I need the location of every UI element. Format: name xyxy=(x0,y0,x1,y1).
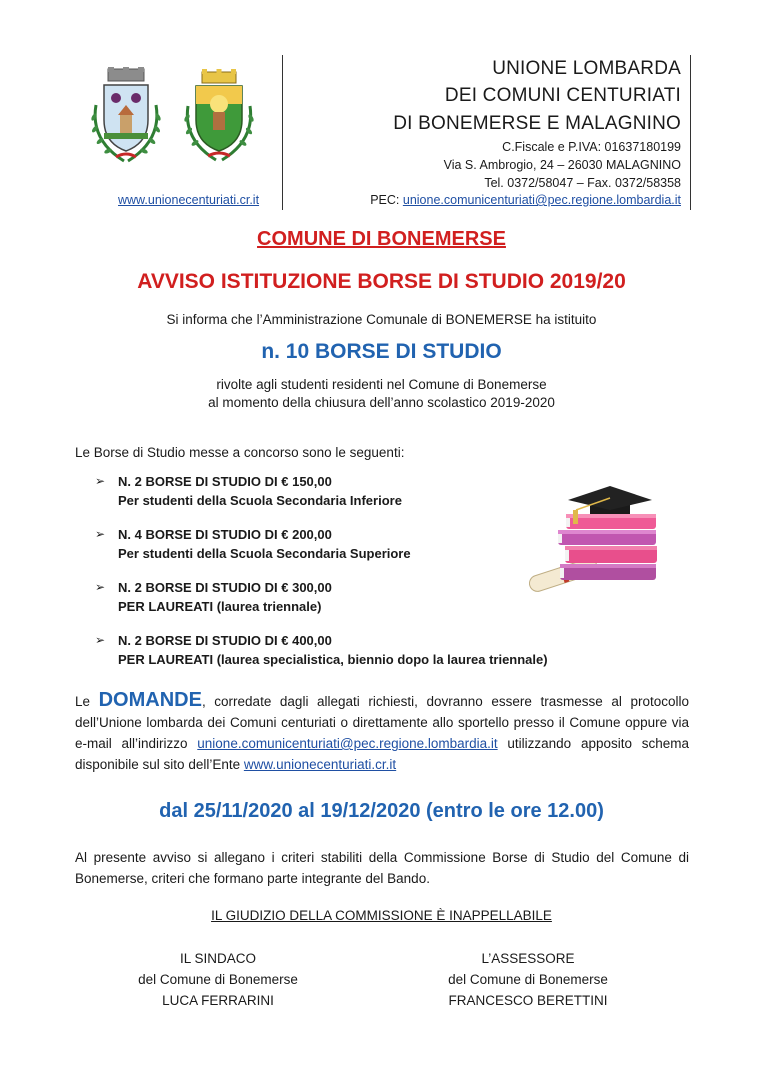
bonemerse-coat-of-arms-icon xyxy=(86,65,166,165)
borse-title: n. 10 BORSE DI STUDIO xyxy=(261,340,502,363)
domande-paragraph xyxy=(75,690,689,775)
signature-sindaco xyxy=(108,948,328,1011)
comune-title: COMUNE DI BONEMERSE xyxy=(257,228,506,250)
fiscal-code: C.Fiscale e P.IVA: 01637180199 xyxy=(502,140,681,154)
domande-prefix: Le xyxy=(75,694,99,709)
scholarship-amount: N. 2 BORSE DI STUDIO DI € 150,00 xyxy=(118,474,332,489)
website-link[interactable]: www.unionecenturiati.cr.it xyxy=(118,193,260,207)
signature-of: del Comune di Bonemerse xyxy=(448,972,608,987)
pec-label: PEC: xyxy=(370,193,403,207)
signature-role: IL SINDACO xyxy=(179,951,257,966)
scholarship-target: Per studenti della Scuola Secondaria Inferiore xyxy=(118,493,402,508)
scholarship-amount: N. 2 BORSE DI STUDIO DI € 300,00 xyxy=(118,580,332,595)
arrow-bullet-icon: ➢ xyxy=(95,474,106,488)
address: Via S. Ambrogio, 24 – 26030 MALAGNINO xyxy=(443,158,681,172)
header-divider-right xyxy=(690,55,691,210)
domande-text1: , corredate dagli allegati richiesti, dovranno essere trasmesse al protocollo dell’Unione lombarda dei Comuni centuriati o direttamente allo sportello presso il Comune oppure via e-mail all’indirizzo xyxy=(75,694,689,751)
arrow-bullet-icon: ➢ xyxy=(95,527,106,541)
avviso-title: AVVISO ISTITUZIONE BORSE DI STUDIO 2019/20 xyxy=(137,270,626,293)
domande-text2: utilizzando apposito schema disponibile sul sito dell’Ente xyxy=(75,736,689,772)
scholarship-target: Per studenti della Scuola Secondaria Superiore xyxy=(118,546,411,561)
rivolte-line2: al momento della chiusura dell’anno scolastico 2019-2020 xyxy=(208,395,555,410)
scholarship-amount: N. 2 BORSE DI STUDIO DI € 400,00 xyxy=(118,633,332,648)
org-name-line2: DEI COMUNI CENTURIATI xyxy=(444,85,681,106)
books-graduation-cap-icon xyxy=(520,480,670,595)
allegati-paragraph: Al presente avviso si allegano i criteri stabiliti della Commissione Borse di Studio del Comune di Bonemerse, criteri che formano parte integrante del Bando. xyxy=(75,850,689,886)
signature-name: FRANCESCO BERETTINI xyxy=(448,993,608,1008)
deadline-text: dal 25/11/2020 al 19/12/2020 (entro le ore 12.00) xyxy=(159,800,604,822)
signature-of: del Comune di Bonemerse xyxy=(138,972,298,987)
malagnino-coat-of-arms-icon xyxy=(180,68,258,164)
org-name-line1: UNIONE LOMBARDA xyxy=(492,58,681,79)
domande-keyword: DOMANDE xyxy=(98,689,202,711)
signature-role: L’ASSESSORE xyxy=(481,951,575,966)
signature-assessore xyxy=(418,948,638,1011)
scholarship-target: PER LAUREATI (laurea specialistica, biennio dopo la laurea triennale) xyxy=(118,652,548,667)
domande-email-link[interactable]: unione.comunicenturiati@pec.regione.lombardia.it xyxy=(197,736,498,751)
domande-website-link[interactable]: www.unionecenturiati.cr.it xyxy=(243,757,397,772)
phone-fax: Tel. 0372/58047 – Fax. 0372/58358 xyxy=(484,176,681,190)
scholarship-target: PER LAUREATI (laurea triennale) xyxy=(118,599,322,614)
pec-line xyxy=(370,193,681,207)
pec-email-link[interactable]: unione.comunicenturiati@pec.regione.lombardia.it xyxy=(402,193,681,207)
header-divider-left xyxy=(282,55,283,210)
arrow-bullet-icon: ➢ xyxy=(95,633,106,647)
informa-text: Si informa che l’Amministrazione Comunale di BONEMERSE ha istituito xyxy=(166,312,597,327)
rivolte-line1: rivolte agli studenti residenti nel Comune di Bonemerse xyxy=(216,377,547,392)
signature-name: LUCA FERRARINI xyxy=(162,993,274,1008)
giudizio-text: IL GIUDIZIO DELLA COMMISSIONE È INAPPELLABILE xyxy=(211,908,552,923)
scholarship-amount: N. 4 BORSE DI STUDIO DI € 200,00 xyxy=(118,527,332,542)
intro-text: Le Borse di Studio messe a concorso sono le seguenti: xyxy=(75,445,405,460)
arrow-bullet-icon: ➢ xyxy=(95,580,106,594)
org-name-line3: DI BONEMERSE E MALAGNINO xyxy=(393,113,681,134)
